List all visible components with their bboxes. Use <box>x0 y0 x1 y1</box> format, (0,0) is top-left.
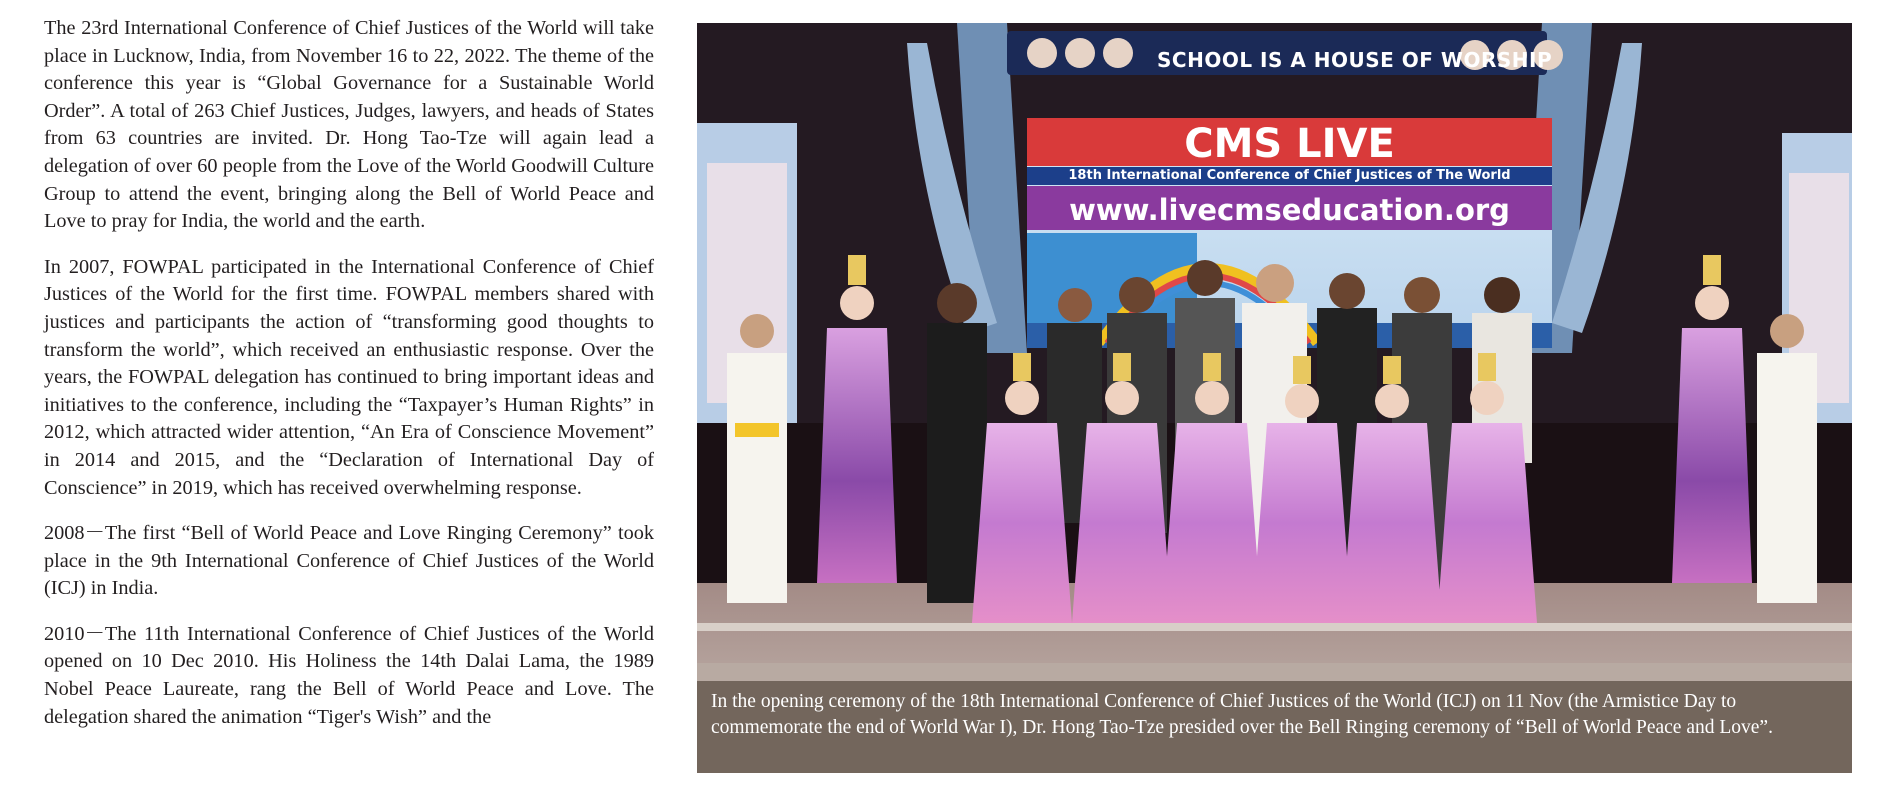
article-paragraph-2: In 2007, FOWPAL participated in the International Conference of Chief Justices of the World for the first time. FOWPAL members shared with justices and participants the action of “transforming good thoughts to transform the world”, which received an enthusiastic response. Over the years, the FOWPAL delegation has continued to bring important ideas and initiatives to the conference, including the “Taxpayer’s Human Rights” in 2012, which attracted wider attention, “An Era of Conscience Movement” in 2014 and 2015, and the “Declaration of International Day of Conscience” in 2019, which has received overwhelming response. <box>44 255 654 499</box>
photo-caption: In the opening ceremony of the 18th International Conference of Chief Justices of the World (ICJ) on 11 Nov (the Armistice Day to commemorate the end of World War I), Dr. Hong Tao-Tze presided over the Bell Ringing ceremony of “Bell of World Peace and Love”. <box>697 681 1852 773</box>
banner-text: SCHOOL IS A HOUSE OF WORSHIP <box>1157 48 1553 72</box>
screen-subtitle: 18th International Conference of Chief Justices of The World <box>1027 167 1552 185</box>
article-paragraph-1: The 23rd International Conference of Chief Justices of the World will take place in Lucknow, India, from November 16 to 22, 2022. The theme of the conference this year is “Global Governance for a Sustainable World Order”. A total of 263 Chief Justices, Judges, lawyers, and heads of States from 63 countries are invited. Dr. Hong Tao-Tze will again lead a delegation of over 60 people from the Love of the World Goodwill Culture Group to attend the event, bringing along the Bell of World Peace and Love to pray for India, the world and the earth. <box>44 17 654 233</box>
screen-url: www.livecmseducation.org <box>1069 193 1510 227</box>
article-text <box>44 15 654 749</box>
article-paragraph-4: 2010－The 11th International Conference of Chief Justices of the World opened on 10 Dec 2010. His Holiness the 14th Dalai Lama, the 1989 Nobel Peace Laureate, rang the Bell of World Peace and Love. The delegation shared the animation “Tiger's Wish” and the <box>44 622 654 728</box>
screen-brand: CMS LIVE <box>1184 121 1395 167</box>
article-paragraph-3: 2008－The first “Bell of World Peace and Love Ringing Ceremony” took place in the 9th International Conference of Chief Justices of the World (ICJ) in India. <box>44 522 654 600</box>
ceremony-photo <box>697 23 1852 773</box>
